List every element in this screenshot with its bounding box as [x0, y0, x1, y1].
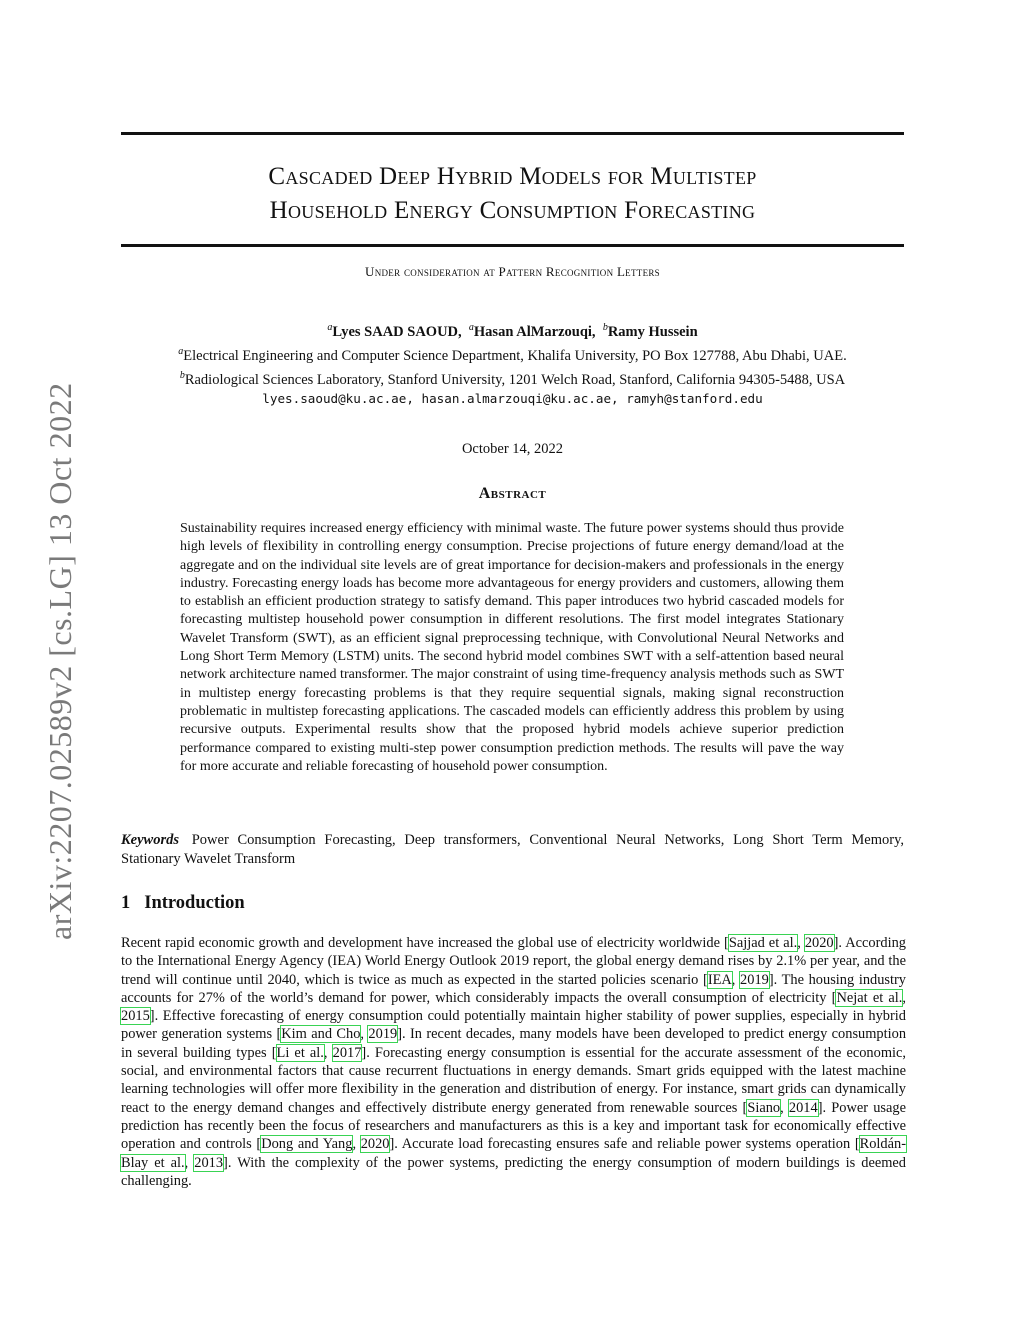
arxiv-stamp: arXiv:2207.02589v2 [cs.LG] 13 Oct 2022 — [42, 382, 78, 940]
intro-text: , — [797, 935, 805, 951]
intro-text: , — [360, 1026, 369, 1043]
intro-text: , — [323, 1044, 333, 1061]
intro-text: , — [902, 989, 906, 1006]
affiliation-mark: b — [179, 369, 185, 381]
intro-paragraph — [121, 934, 906, 1190]
intro-text: , — [731, 971, 741, 988]
citation-link[interactable]: 2017 — [332, 1044, 362, 1061]
intro-text: , — [184, 1154, 195, 1171]
intro-text: , — [780, 1099, 789, 1116]
intro-text: ]. The housing industry accounts for 27% of the world’s demand for power, which considerably impacts the overall consumption of electricity [ — [121, 971, 906, 1006]
affiliation-text: Radiological Sciences Laboratory, Stanford University, 1201 Welch Road, Stanford, California 94305-5488, USA — [184, 371, 846, 388]
author-emails[interactable]: lyes.saoud@ku.ac.ae, hasan.almarzouqi@ku.ac.ae, ramyh@stanford.edu — [262, 391, 763, 407]
citation-link[interactable]: Nejat et al. — [836, 989, 903, 1006]
author-name: Ramy Hussein — [607, 323, 698, 340]
citation-link[interactable]: 2015 — [121, 1008, 150, 1025]
affiliation-text: Electrical Engineering and Computer Science Department, Khalifa University, PO Box 127788, Abu Dhabi, UAE. — [183, 347, 847, 364]
affiliation — [100, 342, 925, 366]
bottom-rule — [121, 244, 904, 247]
section-title: Introduction — [144, 893, 245, 913]
consideration-note: Under consideration at Pattern Recognition Letters — [365, 264, 660, 279]
section-heading — [121, 893, 245, 914]
author-block — [100, 318, 925, 408]
citation-link[interactable]: IEA — [707, 971, 732, 988]
citation-link[interactable]: 2019 — [368, 1026, 398, 1043]
citation-link[interactable]: Li et al. — [276, 1044, 324, 1061]
intro-text: Recent rapid economic growth and development have increased the global use of electricity worldwide [ — [121, 935, 729, 951]
top-rule — [121, 132, 904, 135]
affiliation — [100, 366, 925, 390]
author-mark: b — [602, 322, 608, 333]
affiliation-mark: a — [178, 345, 184, 357]
keywords — [121, 831, 904, 868]
intro-text: , — [352, 1136, 361, 1153]
publication-date: October 14, 2022 — [461, 441, 564, 457]
abstract-text: Sustainability requires increased energy efficiency with minimal waste. The future power systems should thus provide high levels of flexibility in controlling energy consumption. Precise projections of future energy demand/load at the aggregate and on the individual site levels are of great importance for decision-makers and professionals in the energy industry. Forecasting energy loads has become more advantageous for energy providers and customers, allowing them to establish an efficient production strategy to satisfy demand. This paper introduces two hybrid cascaded models for forecasting multistep household power consumption in different resolutions. The first model integrates Stationary Wavelet Transform (SWT), as an efficient signal preprocessing technique, with Convolutional Neural Networks and Long Short Term Memory (LSTM) units. The second hybrid model combines SWT with a self-attention based neural network architecture named transformer. The major constraint of using time-frequency analysis methods such as SWT in multistep energy forecasting problems is that they require sequential signals, making signal reconstruction problematic in multistep forecasting applications. The cascaded models can efficiently address this problem by using recursive outputs. Experimental results show that the proposed hybrid models achieve superior prediction performance compared to existing multi-step power consumption prediction methods. The results will pave the way for more accurate and reliable forecasting of household power consumption. — [180, 521, 844, 774]
citation-link[interactable]: Sajjad et al. — [728, 935, 798, 951]
citation-link[interactable]: Dong and Yang — [261, 1136, 353, 1153]
citation-link[interactable]: 2013 — [194, 1154, 224, 1171]
author-name: Lyes SAAD SAOUD, — [332, 323, 462, 340]
intro-text: ]. With the complexity of the power systems, predicting the energy consumption of modern buildings is deemed challenging. — [121, 1154, 906, 1189]
intro-text: ]. Forecasting energy consumption is essential for the accurate assessment of the economic, social, and environmental factors that cause recurrent fluctuations in energy demands. Smart grids equipped with the latest machine learning technologies will offer more flexibility in the generation and distribution of energy. For instance, smart grids can dynamically react to the energy demand changes and effectively distribute energy generated from renewable sources [ — [121, 1044, 907, 1116]
abstract-heading: Abstract — [478, 485, 547, 502]
title-line-2: Household Energy Consumption Forecasting — [269, 197, 756, 224]
author-name: Hasan AlMarzouqi, — [473, 323, 596, 340]
citation-link[interactable]: Siano — [747, 1099, 781, 1116]
citation-link[interactable]: 2014 — [788, 1099, 818, 1116]
intro-text: ]. In recent decades, many models have been developed to predict energy consumption in several building types [ — [121, 1026, 907, 1061]
title-line-1: Cascaded Deep Hybrid Models for Multistep — [268, 163, 757, 190]
author-mark: a — [327, 322, 333, 333]
citation-link[interactable]: Kim and Cho — [281, 1026, 361, 1043]
intro-text: ]. Accurate load forecasting ensures safe and reliable power systems operation [ — [389, 1136, 860, 1153]
keywords-text: Power Consumption Forecasting, Deep transformers, Conventional Neural Networks, Long Short Term Memory, Stationary Wavelet Transform — [121, 832, 905, 867]
citation-link[interactable]: 2020 — [360, 1136, 390, 1153]
author-mark: a — [468, 322, 474, 333]
keywords-label: Keywords — [121, 832, 179, 848]
intro-text: ]. Power usage prediction has recently been the focus of researchers and manufacturers as this is a key and important task for economically effective operation and controls [ — [121, 1099, 906, 1153]
citation-link[interactable]: Roldán-Blay et al. — [121, 1136, 907, 1171]
intro-text: ]. According to the International Energy Agency (IEA) World Energy Outlook 2019 report, the global energy demand rises by 2.1% per year, and the trend will continue until 2040, which is twice as much as expected in the started policies scenario [ — [121, 935, 906, 988]
section-number: 1 — [121, 893, 131, 913]
intro-text: ]. Effective forecasting of energy consumption could potentially maintain higher stability of power supplies, especially in hybrid power generation systems [ — [121, 1008, 906, 1043]
paper-title — [121, 160, 904, 228]
citation-link[interactable]: 2020 — [804, 935, 834, 951]
author-names — [100, 318, 925, 342]
citation-link[interactable]: 2019 — [740, 971, 769, 988]
